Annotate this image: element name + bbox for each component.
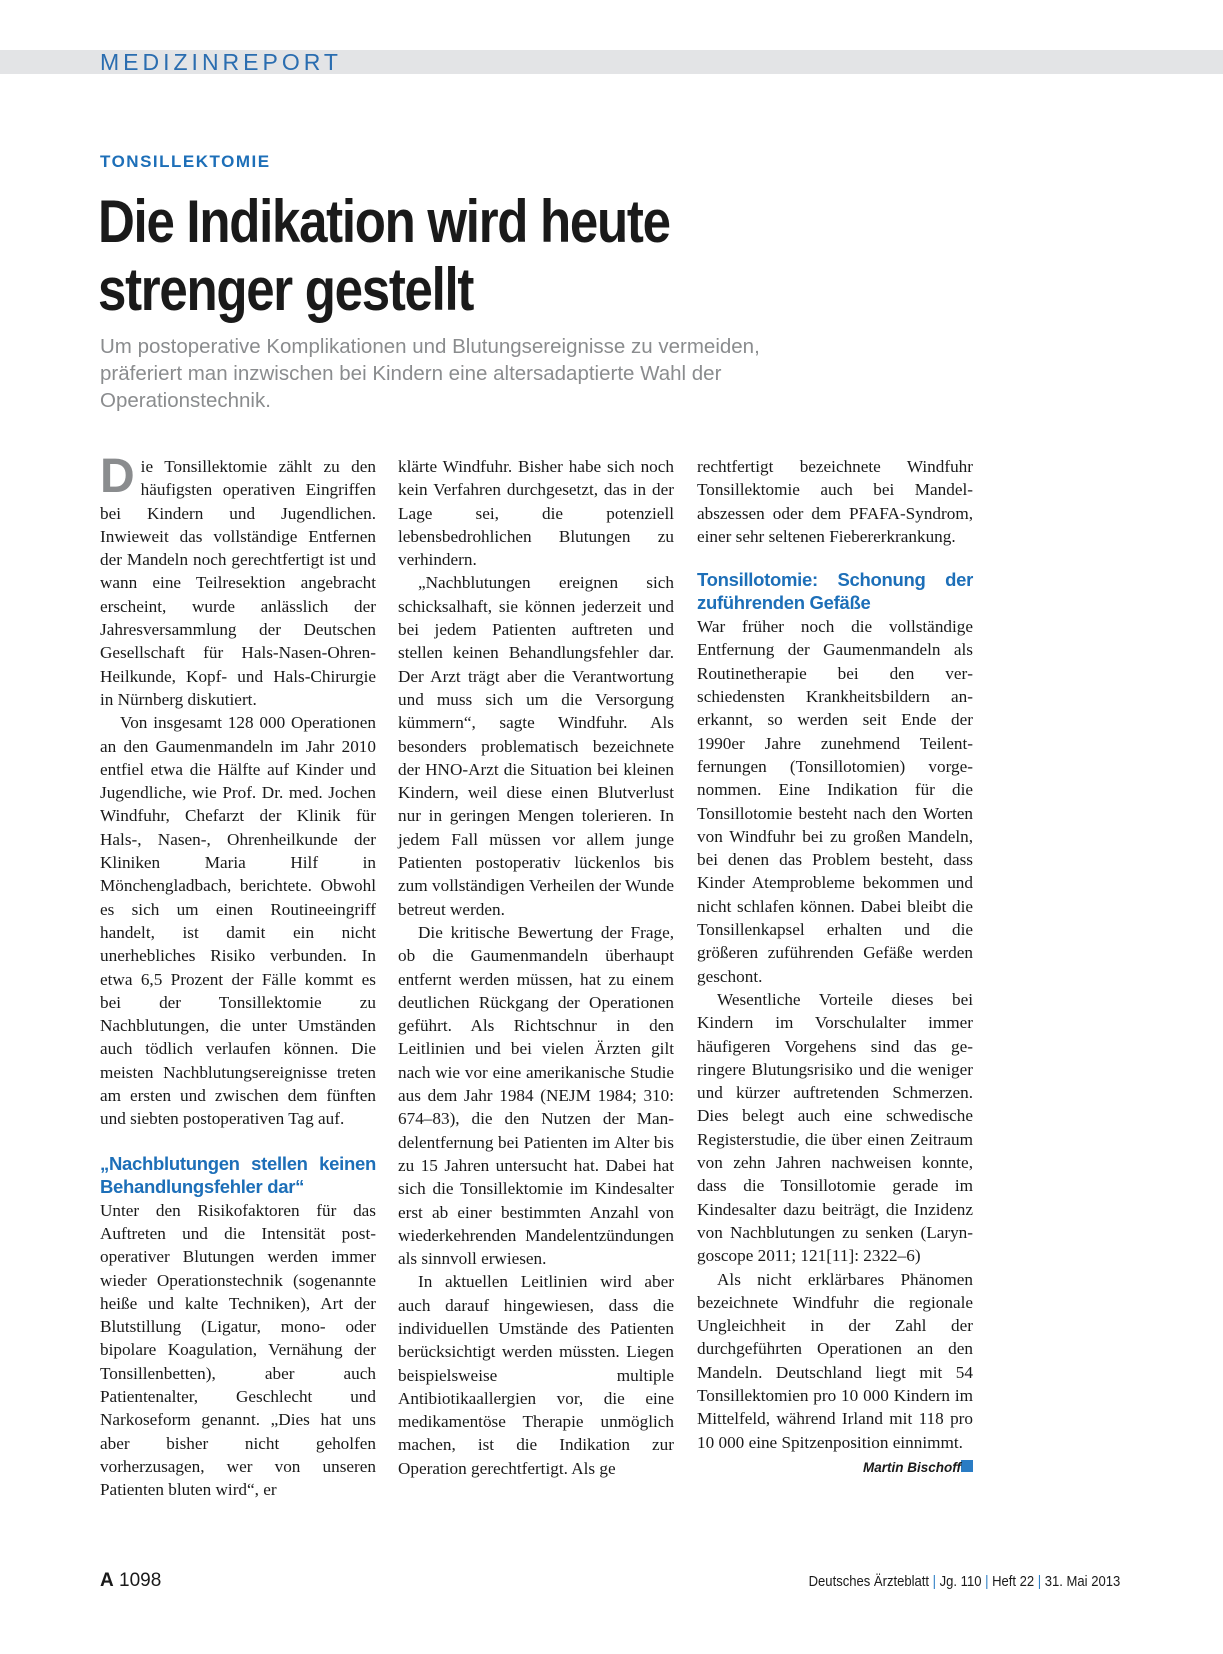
author-name: Martin Bischoff [862,1459,961,1475]
subheading: „Nachblutungen stellen keinen Behandlungsfehler dar“ [100,1152,376,1197]
journal-issue: Heft 22 [991,1574,1034,1590]
journal-name: Deutsches Ärzteblatt [808,1574,929,1590]
article-kicker: TONSILLEKTOMIE [100,152,271,171]
page-number [100,1570,161,1592]
paragraph: In aktuellen Leitlinien wird aber auch darauf hingewiesen, dass die individuellen Umstände des Patienten berücksichtigt werden müssten. Liegen beispielsweise multiple Antibiotikaallergien vor, die eine medikamentöse Therapie unmöglich machen, ist die Indikation zur Operation gerechtfertigt. Als ge [398,1272,674,1478]
page-number-value: 1098 [119,1570,162,1591]
lead-line-3: Operationstechnik. [100,389,271,412]
journal-date: 31. Mai 2013 [1044,1574,1120,1590]
journal-info [808,1574,1120,1590]
dropcap: D [100,450,135,503]
paragraph-text: Als nicht erklärbares Phänomen bezeichnete Windfuhr die regionale Ungleichheit in der Zahl der durchgeführten Operationen an den Mandeln. Deutschland liegt mit 54 Tonsillektomien pro 10 000 Kindern im Mittelfeld, während Irland mit 118 pro 10 000 eine Spitzenposition einnimmt. [697,1269,973,1452]
lead-line-2: präferiert man inzwischen bei Kindern eine altersadaptierte Wahl der [100,362,722,385]
article-headline [98,188,778,324]
paragraph [697,1268,973,1454]
paragraph: Die kritische Bewertung der Frage, ob die Gaumenmandeln überhaupt entfernt werden müssen, hat zu einem deutlichen Rückgang der Operationen geführt. Als Richtschnur in den Leitlinien und bei vielen Ärzten gilt nach wie vor eine amerikanische Studie aus dem Jahr 1984 (NEJM 1984; 310: 674–83), die den Nutzen der Mandelentfernung bei Patienten im Alter bis zu 15 Jahren untersucht hat. Dabei hat sich die Tonsillektomie im Kindesalter erst ab einer bestimmten Anzahl von wiederkehrenden Mandelentzündungen als sinnvoll erwiesen. [398,922,674,1269]
end-mark-icon [961,1460,973,1472]
separator: | [932,1574,936,1590]
text-column-2 [398,455,674,1480]
paragraph: Von insgesamt 128 000 Operationen an den Gaumenmandeln im Jahr 2010 entfiel etwa die Hälfte auf Kinder und Jugendliche, wie Prof. Dr. med. Jochen Windfuhr, Chefarzt der Klinik für Hals-, Nasen-, Ohrenheilkunde der Kliniken Maria Hilf in Mönchengladbach, berichtete. Obwohl es sich um einen Routineeingriff handelt, ist damit ein nicht unerhebliches Risiko verbunden. In etwa 6,5 Prozent der Fälle kommt es bei der Tonsillektomie zu Nachblutungen, die unter Umständen auch tödlich verlaufen können. Die meisten Nachblutungsereignisse treten am ersten und zwischen dem fünften und siebten postoperativen Tag auf. [100,713,376,1129]
section-label: MEDIZINREPORT [100,49,342,75]
article-lead [100,333,860,414]
page-prefix: A [100,1570,114,1591]
lead-line-1: Um postoperative Komplikationen und Blutungsereignisse zu vermeiden, [100,335,760,358]
headline-line-2: strenger gestellt [98,256,474,323]
separator: | [1037,1574,1041,1590]
paragraph: „Nachblutungen ereignen sich schicksalhaft, sie können jederzeit und bei jedem Patienten auftreten und stellen keinen Behandlungsfehler dar. Der Arzt trägt aber die Verantwortung und muss sich um die Versorgung kümmern“, sagte Windfuhr. Als besonders problematisch bezeichnete der HNO-Arzt die Situation bei kleinen Kindern, weil diese einen Blutverlust nur in geringen Mengen tolerieren. In jedem Fall müssen vor allem junge Patienten postoperativ lückenlos bis zum vollständigen Verheilen der Wunde betreut werden. [398,573,674,919]
text-column-1 [100,450,376,1501]
paragraph: rechtfertigt bezeichnete Windfuhr Tonsillektomie auch bei Mandelabszessen oder dem PFAFA-Syndrom, einer sehr seltenen Fiebererkrankung. [697,457,973,546]
journal-volume: Jg. 110 [939,1574,982,1590]
paragraph: Unter den Risikofaktoren für das Auftreten und die Intensität postoperativer Blutungen werden immer wieder Operationstechnik (sogenannte heiße und kalte Techniken), Art der Blutstillung (Ligatur, mono- oder bipolare Koagulation, Vernähung der Tonsillenbetten), aber auch Patientenalter, Geschlecht und Narkoseform genannt. „Dies hat uns aber bisher nicht geholfen vorherzusagen, wer von unseren Patienten bluten wird“, er [100,1200,376,1500]
subheading: Tonsillotomie: Schonung der zuführenden Gefäße [697,569,973,614]
paragraph-text: ie Tonsillektomie zählt zu den häufigsten operativen Eingriffen bei Kindern und Jugendlichen. Inwieweit das vollständige Entfernen der Mandeln noch gerechtfertigt ist und wann eine Teilresektion angebracht erscheint, wurde anlässlich der Jahresversammlung der Deutschen Gesellschaft für Hals-Nasen-Ohren-Heilkunde, Kopf- und Hals-Chirurgie in Nürnberg diskutiert. [100,457,376,709]
headline-line-1: Die Indikation wird heute [98,188,670,255]
paragraph [100,450,376,711]
paragraph: Wesentliche Vorteile dieses bei Kindern im Vorschulalter immer häufigeren Vorgehens sind das geringere Blutungsrisiko und die weniger und kürzer auftretenden Schmerzen. Dies belegt auch eine schwedische Registerstudie, die über einen Zeitraum von zehn Jahren nachweisen konnte, dass die Tonsillotomie gerade im Kindesalter dazu beiträgt, die Inzidenz von Nachblutungen zu senken (Laryngoscope 2011; 121[11]: 2322–6) [697,989,973,1266]
paragraph: War früher noch die vollständige Entfernung der Gaumenmandeln als Routinetherapie bei den verschiedensten Krankheitsbildern anerkannt, so werden seit Ende der 1990er Jahre zunehmend Teilentfernungen (Tonsillotomien) vorgenommen. Eine Indikation für die Tonsillotomie besteht nach den Worten von Windfuhr bei zu großen Mandeln, bei denen das Problem besteht, dass Kinder Atemprobleme bekommen und nicht schlafen können. Dabei bleibt die Tonsillenkapsel erhalten und die größeren zuführenden Gefäße werden geschont. [697,617,973,986]
separator: | [984,1574,989,1590]
text-column-3 [697,455,973,1479]
paragraph: klärte Windfuhr. Bisher habe sich noch kein Verfahren durchgesetzt, das in der Lage sei, die potenziell lebensbedrohlichen Blutungen zu verhindern. [398,457,674,570]
